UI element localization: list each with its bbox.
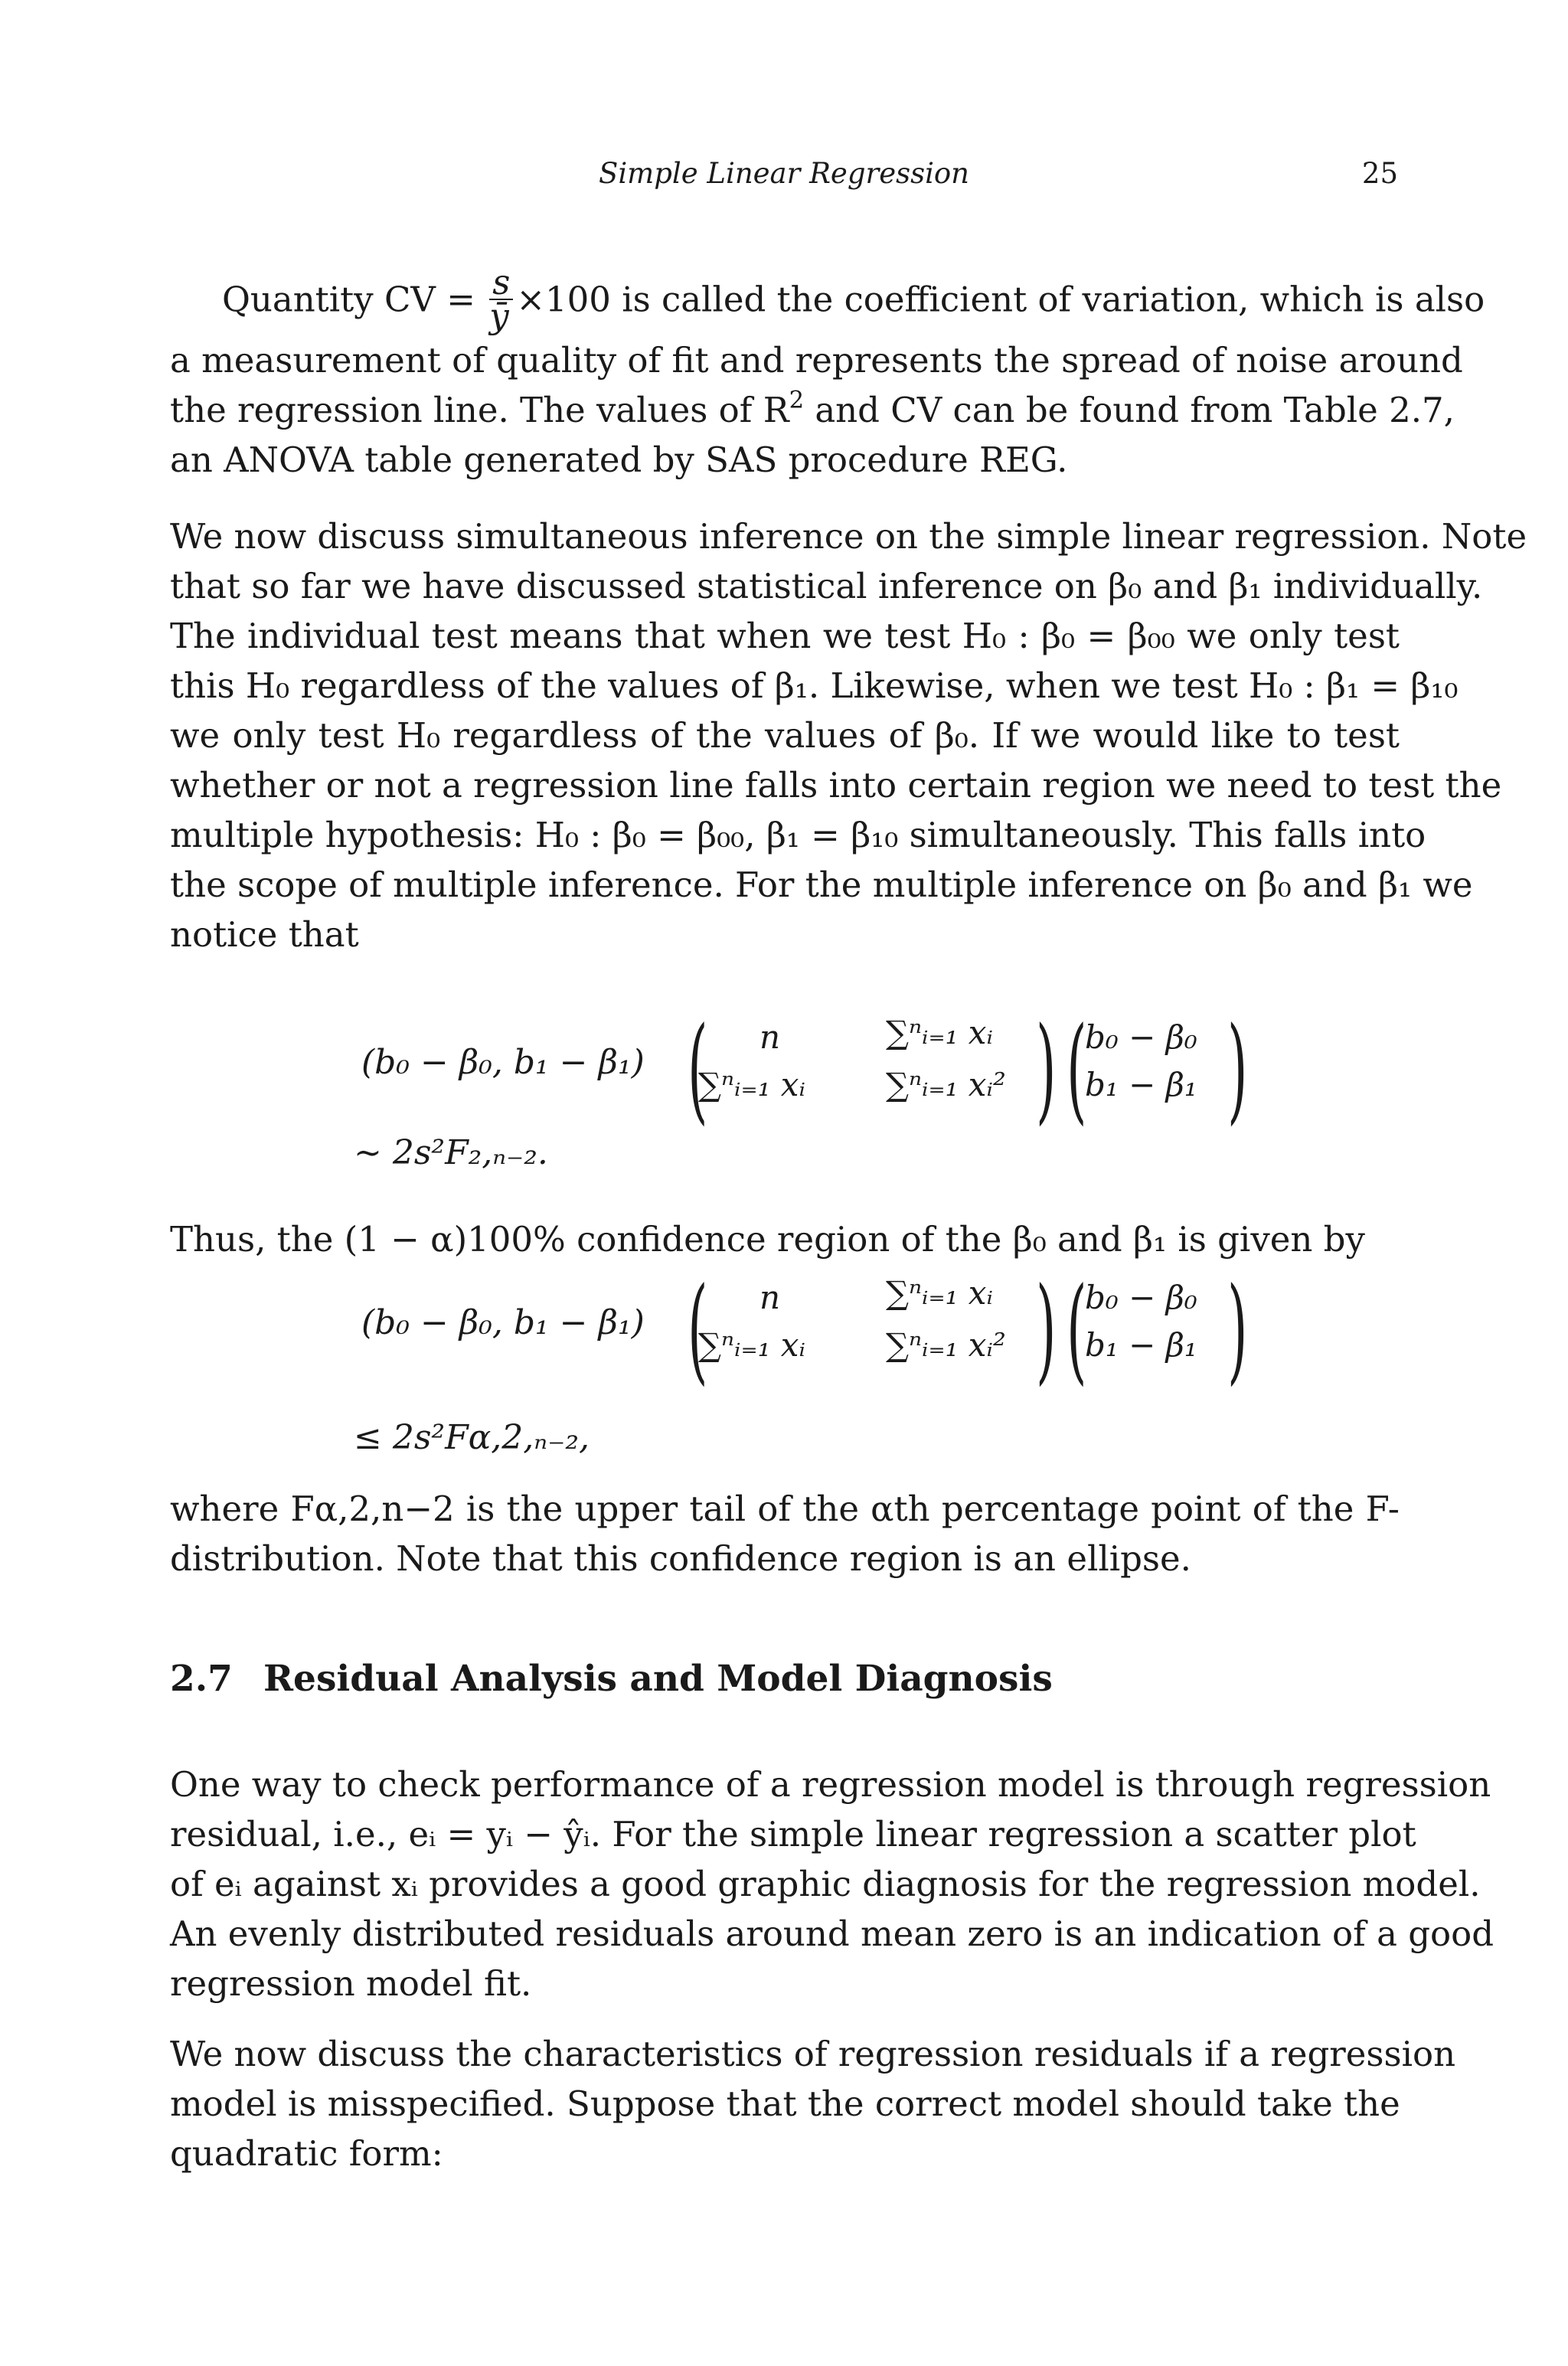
left-paren-matrix: ( [688,1263,708,1397]
right-paren-matrix: ) [1036,1263,1057,1397]
paragraph-coefficient-of-variation [170,262,1485,485]
left-paren-vector: ( [1067,1263,1087,1397]
right-paren-matrix: ) [1036,1003,1057,1136]
para2-line: whether or not a regression line falls into certain region we need to test the [170,765,1502,806]
para4-line: distribution. Note that this confidence region is an ellipse. [170,1538,1191,1579]
para5-line: of eᵢ against xᵢ provides a good graphic diagnosis for the regression model. [170,1864,1481,1904]
para1-line1: Quantity CV = $\frac{s}{ȳ}$ ×100 is called the coefficient of variation, which is also [222,262,1485,336]
para1-line3: the regression line. The values of $R^2$ and CV can be found from Table 2.7, [170,387,1455,430]
paragraph-upper-tail [170,1484,1400,1583]
para2-line: We now discuss simultaneous inference on the simple linear regression. Note [170,516,1527,557]
right-paren-vector: ) [1227,1003,1248,1136]
section-number: 2.7 [170,1658,233,1700]
matrix-cell: ∑ⁿᵢ₌₁ xᵢ² [886,1326,1006,1364]
paragraph-simultaneous-inference [170,511,1527,959]
para2-line: multiple hypothesis: H₀ : β₀ = β₀₀, β₁ = β₁₀ simultaneously. This falls into [170,815,1426,855]
section-title: Residual Analysis and Model Diagnosis [263,1658,1053,1700]
left-paren-matrix: ( [688,1003,708,1136]
matrix-cell: ∑ⁿᵢ₌₁ xᵢ [698,1066,805,1103]
page-number: 25 [1361,157,1398,190]
cv-fraction: $\frac{s}{ȳ}$ [489,266,513,332]
matrix-cell: ∑ⁿᵢ₌₁ xᵢ [886,1274,993,1312]
row-vector: (b₀ − β₀, b₁ − β₁) [361,1303,645,1342]
right-paren-vector: ) [1227,1263,1248,1397]
matrix-cell: ∑ⁿᵢ₌₁ xᵢ [886,1014,993,1051]
para3-line: Thus, the (1 − α)100% confidence region of the β₀ and β₁ is given by [170,1219,1365,1260]
para2-line: this H₀ regardless of the values of β₁. Likewise, when we test H₀ : β₁ = β₁₀ [170,665,1459,706]
paragraph-misspecified-model [170,2029,1456,2178]
distribution-tail: ∼ 2s²F₂,ₙ₋₂. [354,1133,548,1172]
matrix-cell: ∑ⁿᵢ₌₁ xᵢ² [886,1066,1006,1103]
para5-line: One way to check performance of a regression model is through regression [170,1764,1491,1805]
matrix-cell: n [760,1279,781,1316]
vector-cell: b₀ − β₀ [1085,1018,1197,1056]
row-vector: (b₀ − β₀, b₁ − β₁) [361,1043,645,1082]
equation-quadratic-form [170,995,1400,1179]
para6-line: We now discuss the characteristics of regression residuals if a regression [170,2034,1456,2074]
running-title: Simple Linear Regression [598,157,970,190]
para2-line: we only test H₀ regardless of the values of β₀. If we would like to test [170,715,1400,756]
equation-confidence-region [170,1256,1400,1485]
inequality-tail: ≤ 2s²Fα,2,ₙ₋₂, [354,1418,590,1457]
para6-line: model is misspecified. Suppose that the correct model should take the [170,2083,1400,2124]
para1-line2: a measurement of quality of fit and represents the spread of noise around [170,340,1463,381]
left-paren-vector: ( [1067,1003,1087,1136]
para2-line: The individual test means that when we test H₀ : β₀ = β₀₀ we only test [170,616,1400,656]
vector-cell: b₁ − β₁ [1085,1066,1197,1103]
paragraph-residual-analysis [170,1760,1494,2008]
para4-line: where Fα,2,n−2 is the upper tail of the αth percentage point of the F- [170,1489,1400,1529]
para2-line: notice that [170,914,359,955]
para5-line: regression model fit. [170,1963,532,2004]
vector-cell: b₀ − β₀ [1085,1279,1197,1316]
matrix-cell: ∑ⁿᵢ₌₁ xᵢ [698,1326,805,1364]
vector-cell: b₁ − β₁ [1085,1326,1197,1364]
para2-line: the scope of multiple inference. For the multiple inference on β₀ and β₁ we [170,864,1473,905]
para5-line: residual, i.e., eᵢ = yᵢ − ŷᵢ. For the simple linear regression a scatter plot [170,1814,1416,1855]
para5-line: An evenly distributed residuals around mean zero is an indication of a good [170,1913,1494,1954]
para2-line: that so far we have discussed statistical inference on β₀ and β₁ individually. [170,566,1483,606]
section-heading [170,1658,1053,1700]
matrix-cell: n [760,1018,781,1056]
para1-line4: an ANOVA table generated by SAS procedure REG. [170,440,1068,480]
para6-line: quadratic form: [170,2133,443,2174]
